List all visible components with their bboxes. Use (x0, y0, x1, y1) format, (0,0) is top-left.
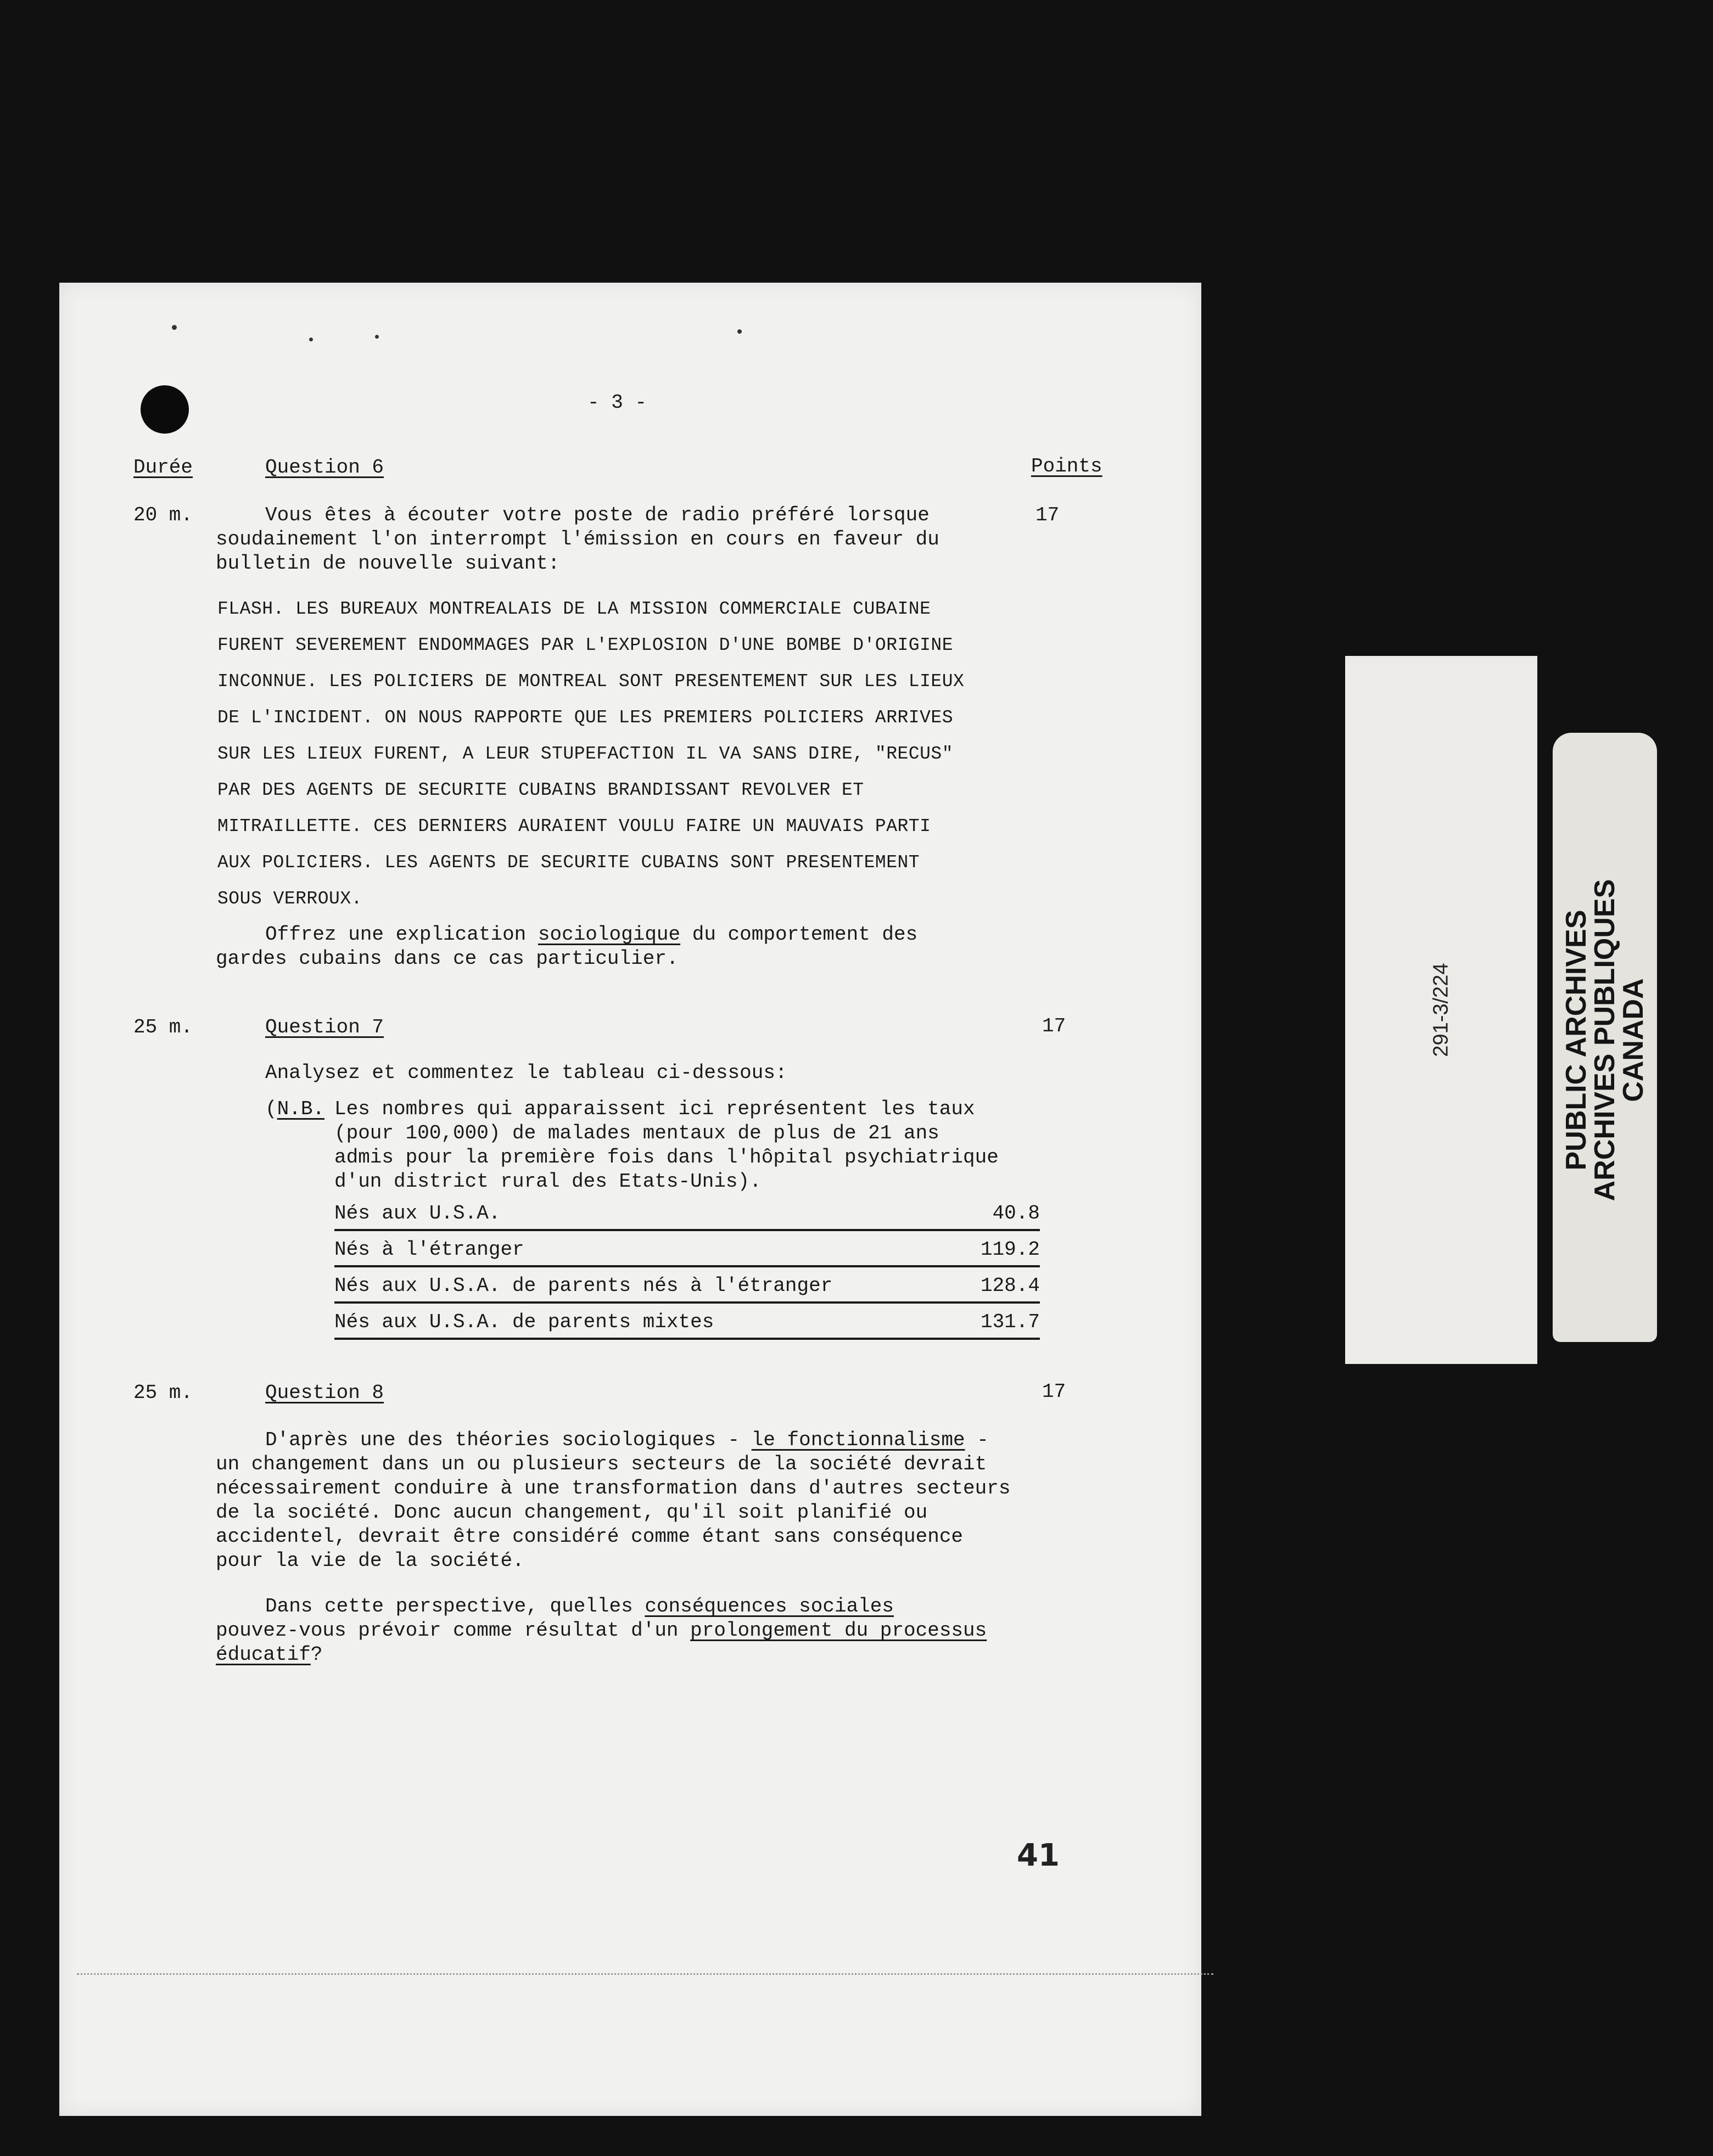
question-8-paragraph-line: nécessairement conduire à une transformation dans d'autres secteurs (216, 1477, 1011, 1500)
question-7-title: Question 7 (265, 1016, 384, 1038)
archive-reference-card (1345, 656, 1537, 1364)
archive-stamp-tab (1553, 733, 1657, 1342)
question-8-paragraph-line: de la société. Donc aucun changement, qu'il soit planifié ou (216, 1501, 928, 1524)
dust-speck (737, 329, 742, 334)
table-row (334, 1237, 1040, 1267)
table-row-value: 131.7 (980, 1311, 1040, 1333)
table-row (334, 1309, 1040, 1340)
question-8-paragraph-line: pour la vie de la société. (216, 1549, 524, 1572)
question-7-note-line: Les nombres qui apparaissent ici représentent les taux (334, 1098, 975, 1120)
news-flash-line: INCONNUE. LES POLICIERS DE MONTREAL SONT PRESENTEMENT SUR LES LIEUX (217, 671, 965, 692)
question-6-intro-line: bulletin de nouvelle suivant: (216, 552, 560, 575)
table-row-value: 40.8 (992, 1202, 1040, 1225)
page-fold-line (77, 1973, 1213, 1975)
dust-speck (375, 335, 379, 339)
question-6-points: 17 (1035, 504, 1060, 526)
question-6-task-line: gardes cubains dans ce cas particulier. (216, 947, 679, 970)
question-8-points: 17 (1042, 1380, 1066, 1403)
question-8-paragraph-line: éducatif? (216, 1643, 323, 1666)
table-row-value: 119.2 (980, 1238, 1040, 1261)
emphasis-prolongement: prolongement du processus (690, 1619, 987, 1642)
question-6-title: Question 6 (265, 456, 384, 479)
table-row-label: Nés aux U.S.A. de parents nés à l'étranger (334, 1274, 833, 1297)
dust-speck (309, 338, 313, 341)
points-column-header: Points (1031, 455, 1102, 478)
question-7-duration: 25 m. (133, 1016, 193, 1038)
question-8-paragraph-1: D'après une des théories sociologiques - le fonctionnalisme - (265, 1429, 989, 1451)
question-6-intro-line: Vous êtes à écouter votre poste de radio préféré lorsque (265, 504, 930, 526)
table-row-label: Nés aux U.S.A. de parents mixtes (334, 1311, 714, 1333)
question-7-intro: Analysez et commentez le tableau ci-dessous: (265, 1062, 787, 1084)
question-6-intro-line: soudainement l'on interrompt l'émission en cours en faveur du (216, 528, 939, 551)
question-8-duration: 25 m. (133, 1382, 193, 1404)
table-row-label: Nés aux U.S.A. (334, 1202, 501, 1225)
emphasis-educatif: éducatif (216, 1643, 311, 1666)
emphasis-fonctionnalisme: le fonctionnalisme (751, 1429, 965, 1451)
question-7-points: 17 (1042, 1015, 1066, 1037)
archive-page-number: 41 (1017, 1838, 1060, 1873)
page-marker: - 3 - (587, 391, 647, 414)
news-flash-line: DE L'INCIDENT. ON NOUS RAPPORTE QUE LES PREMIERS POLICIERS ARRIVES (217, 708, 954, 728)
question-6-task: Offrez une explication sociologique du comportement des (265, 923, 918, 946)
question-7-note-line: admis pour la première fois dans l'hôpital psychiatrique (334, 1146, 999, 1169)
table-row (334, 1273, 1040, 1304)
table-row (334, 1200, 1040, 1231)
duration-column-header: Durée (133, 456, 193, 479)
question-8-title: Question 8 (265, 1382, 384, 1404)
news-flash-line: SOUS VERROUX. (217, 889, 362, 909)
table-row-value: 128.4 (980, 1274, 1040, 1297)
archive-reference-number: 291-3/224 (1429, 963, 1453, 1057)
question-8-paragraph-line: pouvez-vous prévoir comme résultat d'un prolongement du processus (216, 1619, 987, 1642)
news-flash-line: AUX POLICIERS. LES AGENTS DE SECURITE CUBAINS SONT PRESENTEMENT (217, 852, 920, 873)
question-7-note-line: (pour 100,000) de malades mentaux de plus de 21 ans (334, 1122, 939, 1144)
news-flash-line: FLASH. LES BUREAUX MONTREALAIS DE LA MISSION COMMERCIALE CUBAINE (217, 599, 931, 619)
dust-speck (172, 325, 177, 330)
question-8-paragraph-2: Dans cette perspective, quelles conséquences sociales (265, 1595, 894, 1618)
news-flash-line: PAR DES AGENTS DE SECURITE CUBAINS BRANDISSANT REVOLVER ET (217, 780, 864, 800)
question-7-note-line: d'un district rural des Etats-Unis). (334, 1170, 762, 1193)
question-7-nb-label: (N.B. (265, 1098, 325, 1120)
emphasis-consequences-sociales: conséquences sociales (645, 1595, 894, 1618)
question-8-paragraph-line: un changement dans un ou plusieurs secteurs de la société devrait (216, 1453, 987, 1475)
question-8-paragraph-line: accidentel, devrait être considéré comme étant sans conséquence (216, 1525, 964, 1548)
question-6-duration: 20 m. (133, 504, 193, 526)
emphasis-sociologique: sociologique (538, 923, 681, 946)
table-row-label: Nés à l'étranger (334, 1238, 524, 1261)
news-flash-line: SUR LES LIEUX FURENT, A LEUR STUPEFACTION IL VA SANS DIRE, "RECUS" (217, 744, 954, 764)
news-flash-line: FURENT SEVEREMENT ENDOMMAGES PAR L'EXPLOSION D'UNE BOMBE D'ORIGINE (217, 635, 954, 655)
punch-hole (141, 385, 189, 434)
news-flash-line: MITRAILLETTE. CES DERNIERS AURAIENT VOULU FAIRE UN MAUVAIS PARTI (217, 816, 931, 836)
archive-stamp: PUBLIC ARCHIVES ARCHIVES PUBLIQUES CANADA (1560, 879, 1649, 1201)
